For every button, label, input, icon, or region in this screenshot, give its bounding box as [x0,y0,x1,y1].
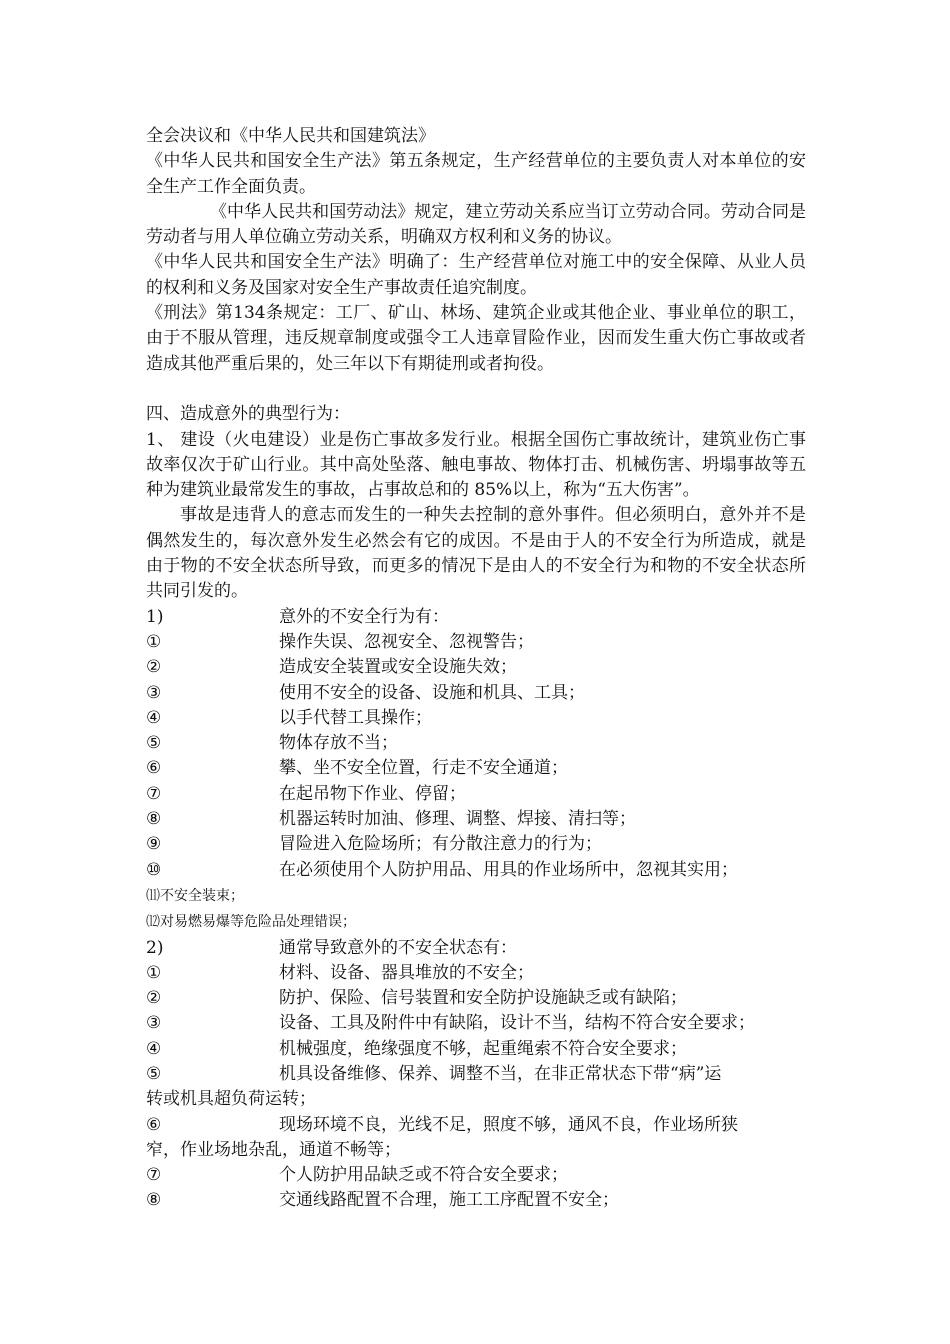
list-marker: ⑧ [146,1190,162,1211]
list-item [146,706,806,731]
blank-line [146,377,806,402]
list-marker: ⑦ [146,1165,162,1186]
list-item [146,756,806,781]
list-item-text: 使用不安全的设备、设施和机具、工具； [279,682,585,703]
list-item-text: 在起吊物下作业、停留； [279,783,466,804]
list-item [146,1037,806,1062]
list-marker: ⑨ [146,834,162,855]
list-item-11-text: ⑾不安全装束； [146,887,244,904]
list-item-text: 机具设备维修、保养、调整不当，在非正常状态下带“病”运 [279,1063,722,1084]
list-marker: ⑥ [146,1114,162,1135]
list-marker: ③ [146,1013,162,1034]
list-marker: ⑧ [146,809,162,830]
section-heading: 四、造成意外的典型行为： [146,404,350,425]
list-marker: ③ [146,682,162,703]
paragraph-criminal-law: 《刑法》第134条规定：工厂、矿山、林场、建筑企业或其他企业、事业单位的职工，由于不服从管理，违反规章制度或强令工人违章冒险作业，因而发生重大伤亡事故或者造成其他严重后果的，处三年以下有期徒刑或者拘役。 [146,303,806,374]
list-title: 通常导致意外的不安全状态有： [279,937,517,958]
list-item-text: 冒险进入危险场所；有分散注意力的行为； [279,834,602,855]
list-item-text: 物体存放不当； [279,733,398,754]
paragraph-safety-law-article5: 《中华人民共和国安全生产法》第五条规定，生产经营单位的主要负责人对本单位的安全生产工作全面负责。 [146,151,806,197]
list1-title-row [146,605,806,630]
list-item-text: 在必须使用个人防护用品、用具的作业场所中，忽视其实用； [279,859,738,880]
list-item-text: 以手代替工具操作； [279,707,432,728]
list-item-12 [146,909,806,935]
list-item-continuation: 窄，作业场地杂乱，通道不畅等； [146,1139,401,1160]
list-marker: ⑦ [146,783,162,804]
list-item-continuation: 转或机具超负荷运转； [146,1089,316,1110]
list-item [146,858,806,883]
list-marker: ① [146,631,162,652]
list-marker: ④ [146,1038,162,1059]
list-marker: ① [146,962,162,983]
list-item [146,1011,806,1036]
list1-items [146,630,806,883]
paragraph-accident: 事故是违背人的意志而发生的一种失去控制的意外事件。但必须明白，意外并不是偶然发生的，每次意外发生必然会有它的成因。不是由于人的不安全行为所造成，就是由于物的不安全状态所导致，而更多的情况下是由人的不安全行为和物的不安全状态所共同引发的。 [146,505,806,602]
list-item-12-text: ⑿对易燃易爆等危险品处理错误； [146,914,356,931]
list-marker: ② [146,988,162,1009]
paragraph-labor-law: 《中华人民共和国劳动法》规定，建立劳动关系应当订立劳动合同。劳动合同是劳动者与用人单位确立劳动关系，明确双方权利和义务的协议。 [146,201,806,248]
list-item [146,655,806,680]
list-marker: ⑩ [146,859,162,880]
list2-title-row [146,936,806,961]
list-marker: 1) [146,606,164,627]
paragraph-safety-law-clarify: 《中华人民共和国安全生产法》明确了：生产经营单位对施工中的安全保障、从业人员的权利和义务及国家对安全生产事故责任追究制度。 [146,252,806,298]
list-marker: ⑤ [146,1063,162,1084]
list-marker: ② [146,657,162,678]
list-item-text: 机械强度，绝缘强度不够，起重绳索不符合安全要求； [279,1038,687,1059]
list2-item-6 [146,1113,806,1164]
list-item-text: 机器运转时加油、修理、调整、焊接、清扫等； [279,809,636,830]
paragraph-item-1: 1、 建设（火电建设）业是伤亡事故多发行业。根据全国伤亡事故统计，建筑业伤亡事故率仅次于矿山行业。其中高处坠落、触电事故、物体打击、机械伤害、坍塌事故等五种为建筑业最常发生的事故，占事故总和的 85%以上，称为“五大伤害”。 [146,429,806,501]
list-item-text: 造成安全装置或安全设施失效； [279,657,517,678]
list2-tail-items [146,1163,806,1214]
list-item [146,681,806,706]
list-item [146,731,806,756]
list-item-text: 交通线路配置不合理，施工工序配置不安全； [279,1190,619,1211]
list-item-11 [146,883,806,909]
list2-item-5 [146,1062,806,1113]
list-item [146,1163,806,1188]
list-item-text: 操作失误、忽视安全、忽视警告； [279,631,534,652]
list-item [146,1188,806,1213]
paragraph-resolution: 全会决议和《中华人民共和国建筑法》 [146,126,435,146]
list-marker: ④ [146,707,162,728]
list-marker: 2) [146,937,164,958]
list2-items [146,961,806,1062]
list-item-text: 防护、保险、信号装置和安全防护设施缺乏或有缺陷； [279,988,687,1009]
document-page [146,124,806,1214]
list-item [146,961,806,986]
list-marker: ⑤ [146,733,162,754]
list-item-text: 个人防护用品缺乏或不符合安全要求； [279,1165,568,1186]
list-item-text: 材料、设备、器具堆放的不安全； [279,962,534,983]
list-title: 意外的不安全行为有： [279,606,449,627]
list-item [146,986,806,1011]
list-item [146,630,806,655]
list-item [146,807,806,832]
list-item [146,832,806,857]
list-item-text: 攀、坐不安全位置，行走不安全通道； [279,758,568,779]
list-item-text: 现场环境不良，光线不足，照度不够，通风不良，作业场所狭 [279,1114,738,1135]
list-item [146,782,806,807]
list-item-text: 设备、工具及附件中有缺陷，设计不当，结构不符合安全要求； [279,1013,755,1034]
list-marker: ⑥ [146,758,162,779]
